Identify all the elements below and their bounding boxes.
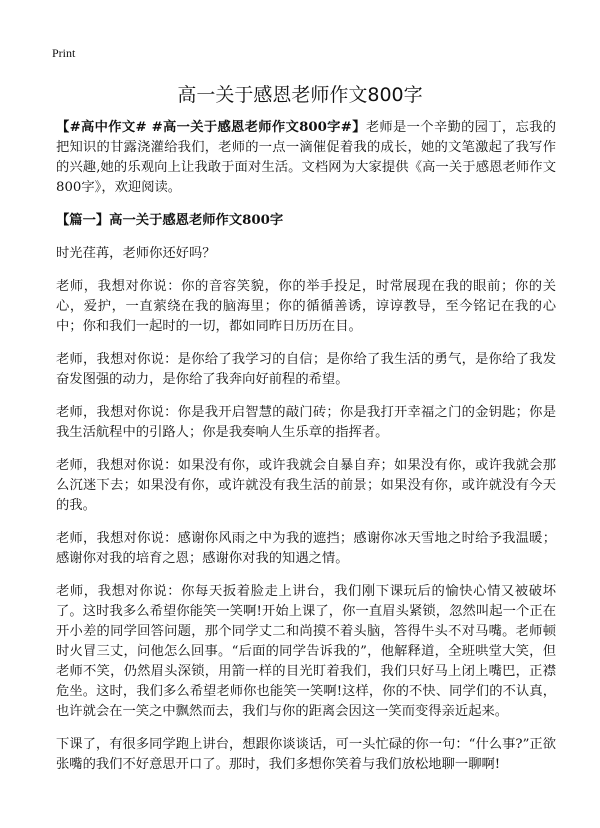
intro-paragraph xyxy=(56,118,556,198)
intro-text: 老师是一个辛勤的园丁，忘我的把知识的甘露浇灌给我们，老师的一点一滴催促着我的成长，她的文笔激起了我写作的兴趣,她的乐观向上让我敢于面对生活。文档网为大家提供《高一关于感恩老师作文800字》，欢迎阅读。 xyxy=(56,120,557,195)
paragraph: 老师，我想对你说：感谢你风雨之中为我的遮挡；感谢你冰天雪地之时给予我温暖；感谢你对我的培育之恩；感谢你对我的知遇之情。 xyxy=(56,531,556,566)
article-body xyxy=(56,118,556,788)
paragraph: 下课了，有很多同学跑上讲台，想跟你谈谈话，可一头忙碌的你一句：“什么事?”正欲张嘴的我们不好意思开口了。那时，我们多想你笑着与我们放松地聊一聊啊! xyxy=(56,737,556,772)
paragraph: 老师，我想对你说：你是我开启智慧的敲门砖；你是我打开幸福之门的金钥匙；你是我生活航程中的引路人；你是我奏响人生乐章的指挥者。 xyxy=(56,405,556,440)
paragraph: 老师，我想对你说：如果没有你，或许我就会自暴自弃；如果没有你，或许我就会那么沉迷下去；如果没有你，或许就没有我生活的前景；如果没有你，或许就没有今天的我。 xyxy=(56,458,556,513)
paragraph: 老师，我想对你说：你的音容笑貌，你的举手投足，时常展现在我的眼前；你的关心，爱护，一直萦绕在我的脑海里；你的循循善诱，谆谆教导，至今铭记在我的心中；你和我们一起时的一切，都如同昨日历历在目。 xyxy=(56,279,556,334)
print-label: Print xyxy=(52,46,76,60)
paragraph: 老师，我想对你说：是你给了我学习的自信；是你给了我生活的勇气，是你给了我发奋发图强的动力，是你给了我奔向好前程的希望。 xyxy=(56,352,556,387)
intro-tag: 【#高中作文# #高一关于感恩老师作文800字#】 xyxy=(56,120,366,135)
paragraph: 时光荏苒，老师你还好吗？ xyxy=(56,246,216,261)
page-title: 高一关于感恩老师作文800字 xyxy=(177,84,423,106)
section-heading: 【篇一】高一关于感恩老师作文800字 xyxy=(56,213,284,228)
paragraph: 老师，我想对你说：你每天扳着脸走上讲台，我们刚下课玩后的愉快心情又被破坏了。这时我多么希望你能笑一笑啊!开始上课了，你一直眉头紧锁，忽然叫起一个正在开小差的同学回答问题，那个同学丈二和尚摸不着头脑，答得牛头不对马嘴。老师顿时火冒三丈，问他怎么回事。“后面的同学告诉我的”，他解释道，全班哄堂大笑，但老师不笑，仍然眉头深锁，用箭一样的目光盯着我们，我们只好马上闭上嘴巴，正襟危坐。这时，我们多么希望老师你也能笑一笑啊!这样，你的不快、同学们的不认真，也许就会在一笑之中飘然而去，我们与你的距离会因这一笑而变得亲近起来。 xyxy=(56,584,556,719)
